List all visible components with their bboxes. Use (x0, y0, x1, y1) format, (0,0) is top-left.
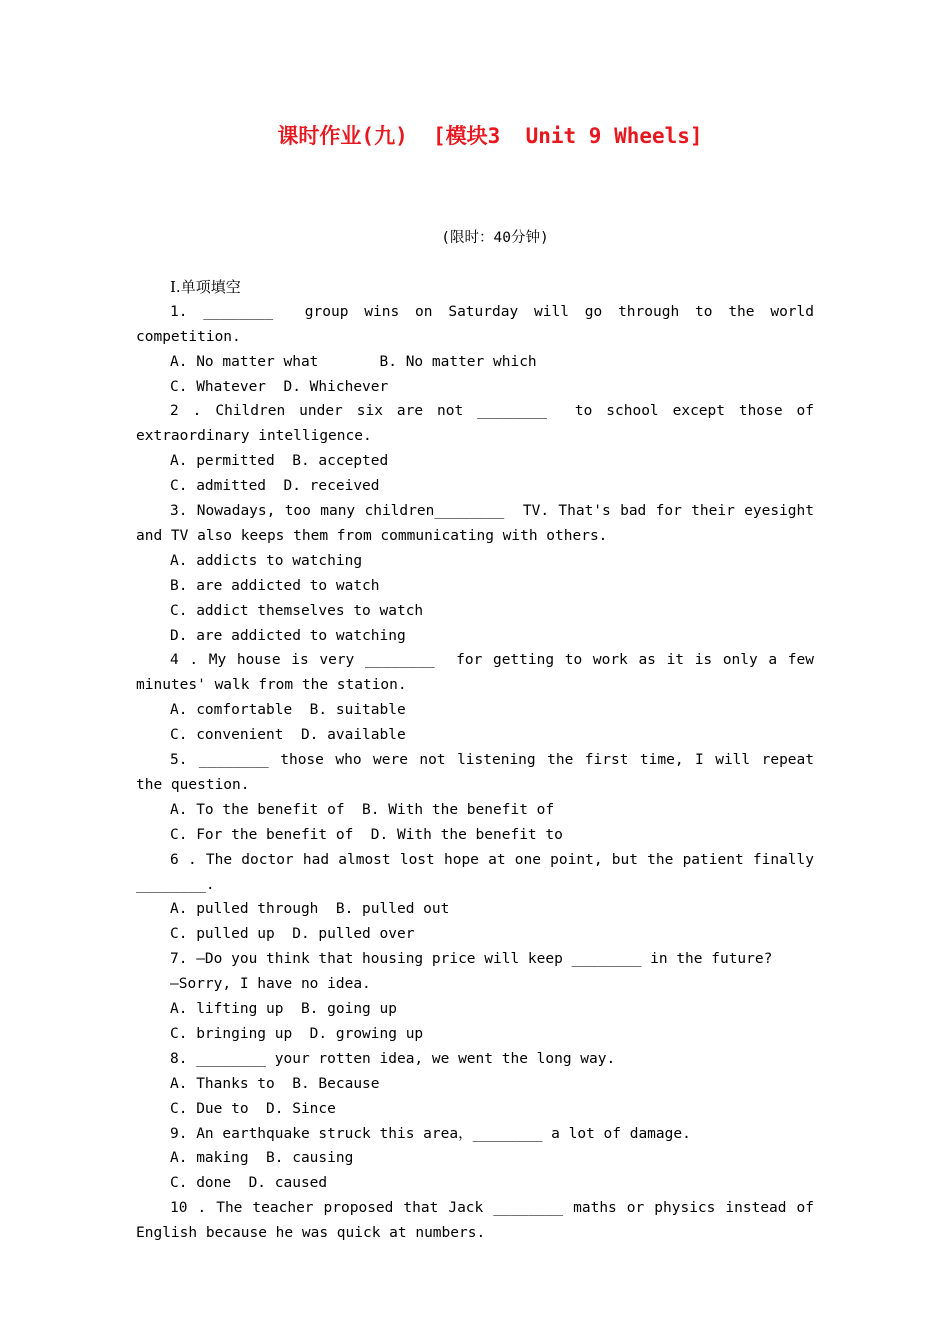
option-line: A. lifting up B. going up (170, 1001, 397, 1018)
option-line: C. convenient D. available (170, 727, 406, 744)
option-line: C. For the benefit of D. With the benefit to (170, 826, 563, 843)
question-stem: 2 . Children under six are not ________ to school except those of extraordinary intelligence. (136, 403, 823, 445)
exercise-content (136, 275, 823, 1246)
option-line: C. addict themselves to watch (170, 602, 424, 619)
question-3 (136, 499, 823, 648)
option-line: C. bringing up D. growing up (170, 1025, 424, 1042)
option-line: C. Whatever D. Whichever (170, 378, 389, 395)
question-5 (136, 748, 823, 848)
question-7 (136, 947, 814, 1047)
option-line: A. comfortable B. suitable (170, 702, 406, 719)
page-title: 课时作业(九) [模块3 Unit 9 Wheels] (277, 124, 703, 148)
option-line: A. No matter what B. No matter which (170, 353, 537, 370)
question-stem: 7. —Do you think that housing price will keep ________ in the future? (170, 951, 773, 968)
question-stem: 1. ________ group wins on Saturday will go through to the world competition. (136, 303, 823, 345)
question-stem: 4 . My house is very ________ for getting to work as it is only a few minutes' walk from the station. (136, 652, 823, 694)
option-line: A. Thanks to B. Because (170, 1075, 380, 1092)
option-line: C. Due to D. Since (170, 1100, 336, 1117)
section-heading: Ⅰ.单项填空 (170, 278, 241, 296)
option-line: A. pulled through B. pulled out (170, 901, 450, 918)
question-stem: 10 . The teacher proposed that Jack ________ maths or physics instead of English because he was quick at numbers. (136, 1200, 823, 1242)
question-stem: 3. Nowadays, too many children________ TV. That's bad for their eyesight and TV also keeps them from communicating with others. (136, 503, 823, 544)
question-10 (136, 1196, 823, 1246)
option-line: A. permitted B. accepted (170, 453, 389, 470)
question-stem: 6 . The doctor had almost lost hope at one point, but the patient finally ________. (136, 851, 823, 893)
option-line: D. are addicted to watching (170, 627, 406, 644)
question-4 (136, 648, 823, 748)
option-line: C. pulled up D. pulled over (170, 926, 415, 943)
question-6 (136, 848, 823, 948)
time-limit: (限时：40分钟) (441, 230, 549, 246)
option-line: A. addicts to watching (170, 552, 363, 569)
question-stem: 5. ________ those who were not listening the first time, I will repeat the question. (136, 752, 823, 793)
question-1 (136, 300, 823, 400)
question-stem: 9. An earthquake struck this area，________ a lot of damage. (170, 1125, 691, 1142)
question-8 (136, 1047, 814, 1122)
dialogue-reply: —Sorry, I have no idea. (170, 976, 371, 993)
question-stem: 8. ________ your rotten idea, we went the long way. (170, 1050, 616, 1067)
question-9 (136, 1122, 814, 1197)
question-2 (136, 399, 823, 499)
option-line: B. are addicted to watch (170, 577, 380, 594)
option-line: C. admitted D. received (170, 478, 380, 495)
option-line: C. done D. caused (170, 1175, 328, 1192)
option-line: A. making B. causing (170, 1150, 354, 1167)
option-line: A. To the benefit of B. With the benefit of (170, 801, 555, 818)
